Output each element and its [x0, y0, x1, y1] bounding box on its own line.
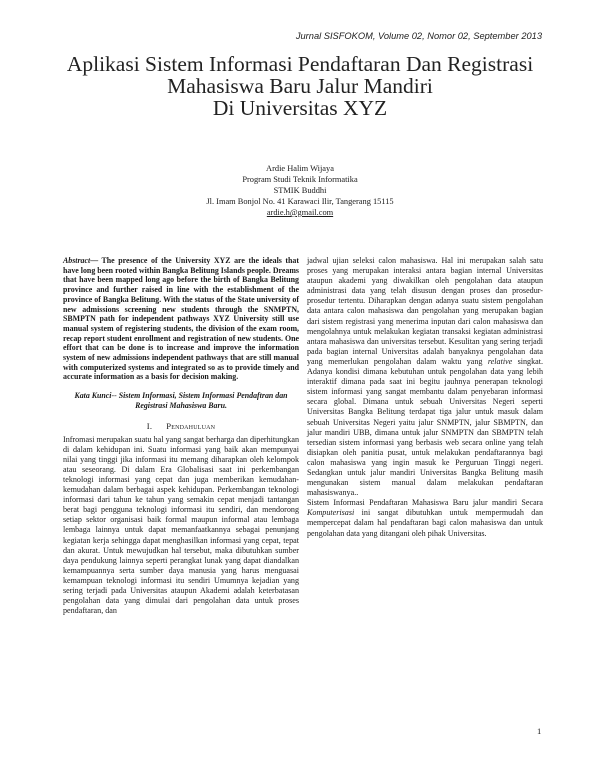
intro-paragraph-2-part-b: singkat. Adanya kondisi dimana kebutuhan untuk pengolahan data yang lebih interaktif dimana pada saat ini begitu jauhnya penerapan teknologi sistem informasi yang sangat membantu dalam penyebaran informasi secara global. Dimana untuk sebuah Universitas Negeri seperti Universitas Bangka Belitung terdapat tiga jalur untuk masuk dalam sebuah Universitas Negeri yaitu jalur SNMPTN, jalur SBMPTN, dan jalur mandiri UBB, dimana untuk jalur SNMPTN dan SBMPTN telah tersedian sistem informasi yang berbasis web secara online yang telah disiapkan oleh panitia pusat, untuk melakukan pendaftarannya bagi calon mahasiswa yang ingin masuk ke Perguruan Tinggi negeri. Sedangkan untuk jalur mandiri Universitas Bangka Belitung masih mengunakan sistem manual dalam melakukan pendaftaran mahasiswanya.. [307, 356, 543, 498]
title-line-1: Aplikasi Sistem Informasi Pendaftaran Dan Registrasi [66, 52, 534, 76]
page-number: 1 [537, 726, 542, 736]
right-column [307, 256, 543, 539]
section-title: Pendahuluan [166, 420, 216, 431]
intro-paragraph-3-part-a: Sistem Informasi Pendaftaran Mahasiswa Baru jalur mandiri Secara [307, 498, 543, 508]
abstract-label: Abstract [63, 256, 91, 265]
journal-header: Jurnal SISFOKOM, Volume 02, Nomor 02, September 2013 [295, 31, 542, 41]
relative-term: relative [487, 356, 513, 366]
left-column [63, 256, 299, 616]
paper-title [40, 53, 560, 119]
komputerisasi-term: Komputerisasi [307, 508, 355, 518]
title-line-2: Mahasiswa Baru Jalur Mandiri [167, 74, 433, 98]
section-number: I. [146, 420, 153, 431]
author-block [150, 163, 450, 218]
keywords-label: Kata Kunci [74, 391, 112, 401]
author-address: Jl. Imam Bonjol No. 41 Karawaci Ilir, Tangerang 15115 [206, 197, 394, 206]
abstract [63, 256, 299, 382]
abstract-text: — The presence of the University XYZ are the ideals that have long been rooted within Bangka Belitung Islands people. Dreams that have been mapped long ago before the birth of Bangka Belitung province and further raised in line with the establishment of the province of Bangka Belitung. With the status of the State university of new admissions screening new students through the SNMPTN, SBMPTN path for independent pathways XYZ University still use manual system of registering students, the division of the exam room, recap report student enrollment and registration of new students. One effort that can be done is to increase and improve the information system of new admissions independent pathways that are still manual with computerized systems and integrated so as to provide timely and accurate information as a basis for decision making. [63, 256, 299, 382]
keywords-text: -- Sistem Informasi, Sistem Informasi Pendaftran dan Registrasi Mahasiswa Baru. [111, 391, 288, 410]
author-dept: Program Studi Teknik Informatika [242, 175, 358, 184]
intro-paragraph-3-part-b: ini sangat dibutuhkan untuk mempermudah dan mempercepat dalam hal pendaftaran bagi calon mahasiswa dan untuk pengolahan data yang ditangani oleh pihak Universitas. [307, 508, 543, 538]
keywords [63, 391, 299, 410]
author-institution: STMIK Buddhi [273, 186, 327, 195]
intro-paragraph-3 [307, 498, 543, 538]
intro-paragraph-2 [307, 256, 543, 498]
section-heading-introduction [63, 421, 299, 431]
intro-paragraph-2-part-a: jadwal ujian seleksi calon mahasiswa. Hal ini merupakan salah satu proses yang merupakan interaksi antara bagian internal Universitas ataupun akademi yang diwakilkan oleh pengolahan data ataupun administrasi data yang telah disusun dengan proses dan prosedur-prosedur tertentu. Diharapkan dengan adanya suatu sistem pengolahan data antara calon mahasiswa dan pengolahan yang merupakan bagian dari sistem registrasi yang menerima inputan dari calon mahasiswa dan mengolahnya untuk melakukan kegiatan transaksi kegiatan administrasi antara mahasiswa dan universitas tersebut. Kesulitan yang sering terjadi pada bagian internal Universitas adalah banyaknya pengolahan data yang memerlukan pengolahan dalam waktu yang [307, 256, 543, 366]
intro-paragraph-1: Infromasi merupakan suatu hal yang sangat berharga dan diperhitungkan di dalam kehidupan ini. Suatu informasi yang baik akan mempunyai nilai yang tinggi jika informasi itu memang diharapkan oleh kelompok atau seseorang. Di dalam Era Globalisasi saat ini perkembangan teknologi informasi yang cepat dan juga memberikan kemudahan-kemudahan dalam berbagai aspek kehidupan. Perkembangan teknologi informasi dari tahun ke tahun yang semakin cepat menjadi tantangan berat bagi pengguna teknologi informasi itu sendiri, dan mendorong setiap sektor organisasi baik formal maupun informal atau lembaga lembaga lainnya untuk dapat memanfaatkannya sebagai penunjang kegiatan kerja sehingga dapat menghasilkan informasi yang cepat, tepat dan akurat. Untuk mewujudkan hal tersebut, maka dibutuhkan sumber daya pendukung lainnya seperti perangkat lunak yang dapat diandalkan kemampuannya serta sumber daya manusia yang harus menguasai kemampuan teknologi informasi itu sendiri Umumnya kejadian yang sering terjadi pada Universitas ataupun Akademi adalah keterbatasan pengolahan data yang dimulai dari pengolahan data untuk proses pendaftaran, dan [63, 434, 299, 616]
author-name: Ardie Halim Wijaya [266, 164, 334, 173]
title-line-3: Di Universitas XYZ [212, 96, 388, 120]
author-email-link[interactable]: ardie.h@gmail.com [266, 208, 334, 217]
